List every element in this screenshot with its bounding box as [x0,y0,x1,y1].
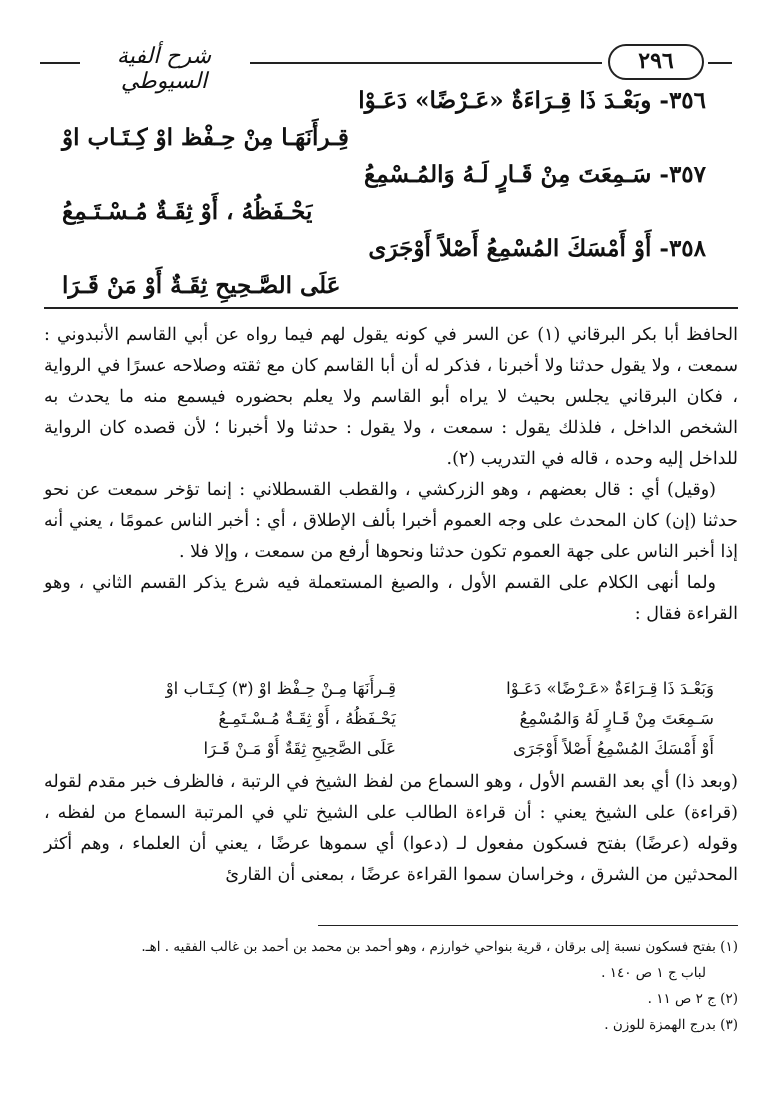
commentary-text [44,320,738,630]
verse-first-hemistich: أَوْ أَمْسَكَ المُسْمِعُ أَصْلاً أَوْجَرَى [368,235,652,262]
header-rule [708,62,732,64]
verse-block [62,82,706,304]
verse-line [62,119,706,156]
poem-row [96,704,714,734]
poem-row [96,674,714,704]
verse-number: ٣٥٨- [659,235,706,262]
verse-second-hemistich: قِـرأَنَهَـا مِنْ حِـفْظ اوْ كِـتَـاب اوْ [62,124,349,151]
footnote: (٣) بدرج الهمزة للوزن . [604,1017,738,1033]
book-title: شرح ألفية السيوطي [116,44,212,94]
poem-hemistich-right: وَبَعْـدَ ذَا قِـرَاءَةٌ «عَـرْضًا» دَعَـوْا [506,679,714,698]
page-header [40,38,732,94]
verse-line [62,193,706,230]
header-rule [250,62,602,64]
poem-hemistich-left: يَحْـفَظُهُ ، أَوْ ثِقَـةٌ مُـسْـتَمِـعُ [218,709,396,728]
footnotes [44,934,738,1038]
page-number: ٢٩٦ [608,44,704,80]
footnote: (١) بفتح فسكون نسبة إلى برقان ، قرية بنواحي خوارزم ، وهو أحمد بن محمد بن أحمد بن غالب الفقيه . اهـ. [141,939,738,955]
footnote: (٢) ج ٢ ص ١١ . [647,991,738,1007]
poem-row [96,734,714,764]
poem-hemistich-left: قِـرأَنَهَا مِـنْ حِـفْظ اوْ (٣) كِـتَـاب اوْ [165,679,396,698]
verse-line [62,230,706,267]
verse-first-hemistich: سَـمِعَتَ مِنْ قَـارٍ لَـهُ وَالمُـسْمِعُ [364,161,652,188]
verse-line [62,82,706,119]
footnote-rule [318,925,738,926]
verse-second-hemistich: يَحْـفَظُهُ ، أَوْ ثِقَـةٌ مُـسْـتَـمِعُ [62,198,313,225]
verse-number: ٣٥٧- [659,161,706,188]
paragraph: الحافظ أبا بكر البرقاني (١) عن السر في كونه يقول لهم فيما رواه عن أبي القاسم الأنبدوني : سمعت ، ولا يقول حدثنا ولا أخبرنا ، فذكر له أن أبا القاسم كان مع ثقته وصلاحه عسرًا في الرواية ، فكان البرقاني يجلس بحيث لا يراه أبو القاسم ولا يعلم بحضوره فيسمع منه ما يحدث به الشخص الداخل ، فلذلك يقول : سمعت ، ولا يقول : حدثنا ولا أخبرنا ؛ لأن قصده كان الرواية للداخل إليه وحده ، قاله في التدريب (٢). [44,325,738,469]
verse-second-hemistich: عَلَى الصَّـحِيحِ ثِقَـةٌ أَوْ مَنْ قَـرَا [62,272,341,299]
verse-number: ٣٥٦- [659,87,706,114]
verse-line [62,267,706,304]
verse-line [62,156,706,193]
paragraph: ولما أنهى الكلام على القسم الأول ، والصيغ المستعملة فيه شرع يذكر القسم الثاني ، وهو القراءة فقال : [44,573,738,624]
quoted-verses [96,674,714,764]
paragraph: (وبعد ذا) أي بعد القسم الأول ، وهو السماع من لفظ الشيخ في الرتبة ، فالظرف خبر مقدم لقوله (قراءة) على الشيخ يعني : أن قراءة الطالب على الشيخ تلي في المرتبة السماع من لفظه ، وقوله (عرضًا) بفتح فسكون مفعول لـ (دعوا) أي سموها عرضًا ، يعني أن العلماء ، وهم أكثر المحدثين من الشرق ، وخراسان سموا القراءة عرضًا ، بمعنى أن القارئ [44,772,738,885]
commentary-text [44,767,738,891]
poem-hemistich-left: عَلَى الصَّحِيحِ ثِقَةٌ أَوْ مَـنْ قَـرَا [203,739,396,758]
poem-hemistich-right: سَـمِعَتَ مِنْ قَـارٍ لَهُ وَالمُسْمِعُ [519,709,714,728]
verse-first-hemistich: وبَعْـدَ ذَا قِـرَاءَةٌ «عَـرْضًا» دَعَـوْا [358,87,652,114]
header-rule [40,62,80,64]
section-divider [44,307,738,309]
footnote: لباب ج ١ ص ١٤٠ . [601,965,706,981]
paragraph: (وقيل) أي : قال بعضهم ، وهو الزركشي ، والقطب القسطلاني : إنما تؤخر سمعت عن نحو حدثنا (إن) كان المحدث على وجه العموم أخبرا بألف الإطلاق ، أي : أخبر الناس عمومًا ، يعني أنه إذا أخبر الناس على جهة العموم تكون حدثنا ونحوها أرفع من سمعت ، وإلا فلا . [44,480,738,562]
poem-hemistich-right: أَوْ أَمْسَكَ المُسْمِعُ أَصْلاً أَوْجَرَى [513,739,714,758]
